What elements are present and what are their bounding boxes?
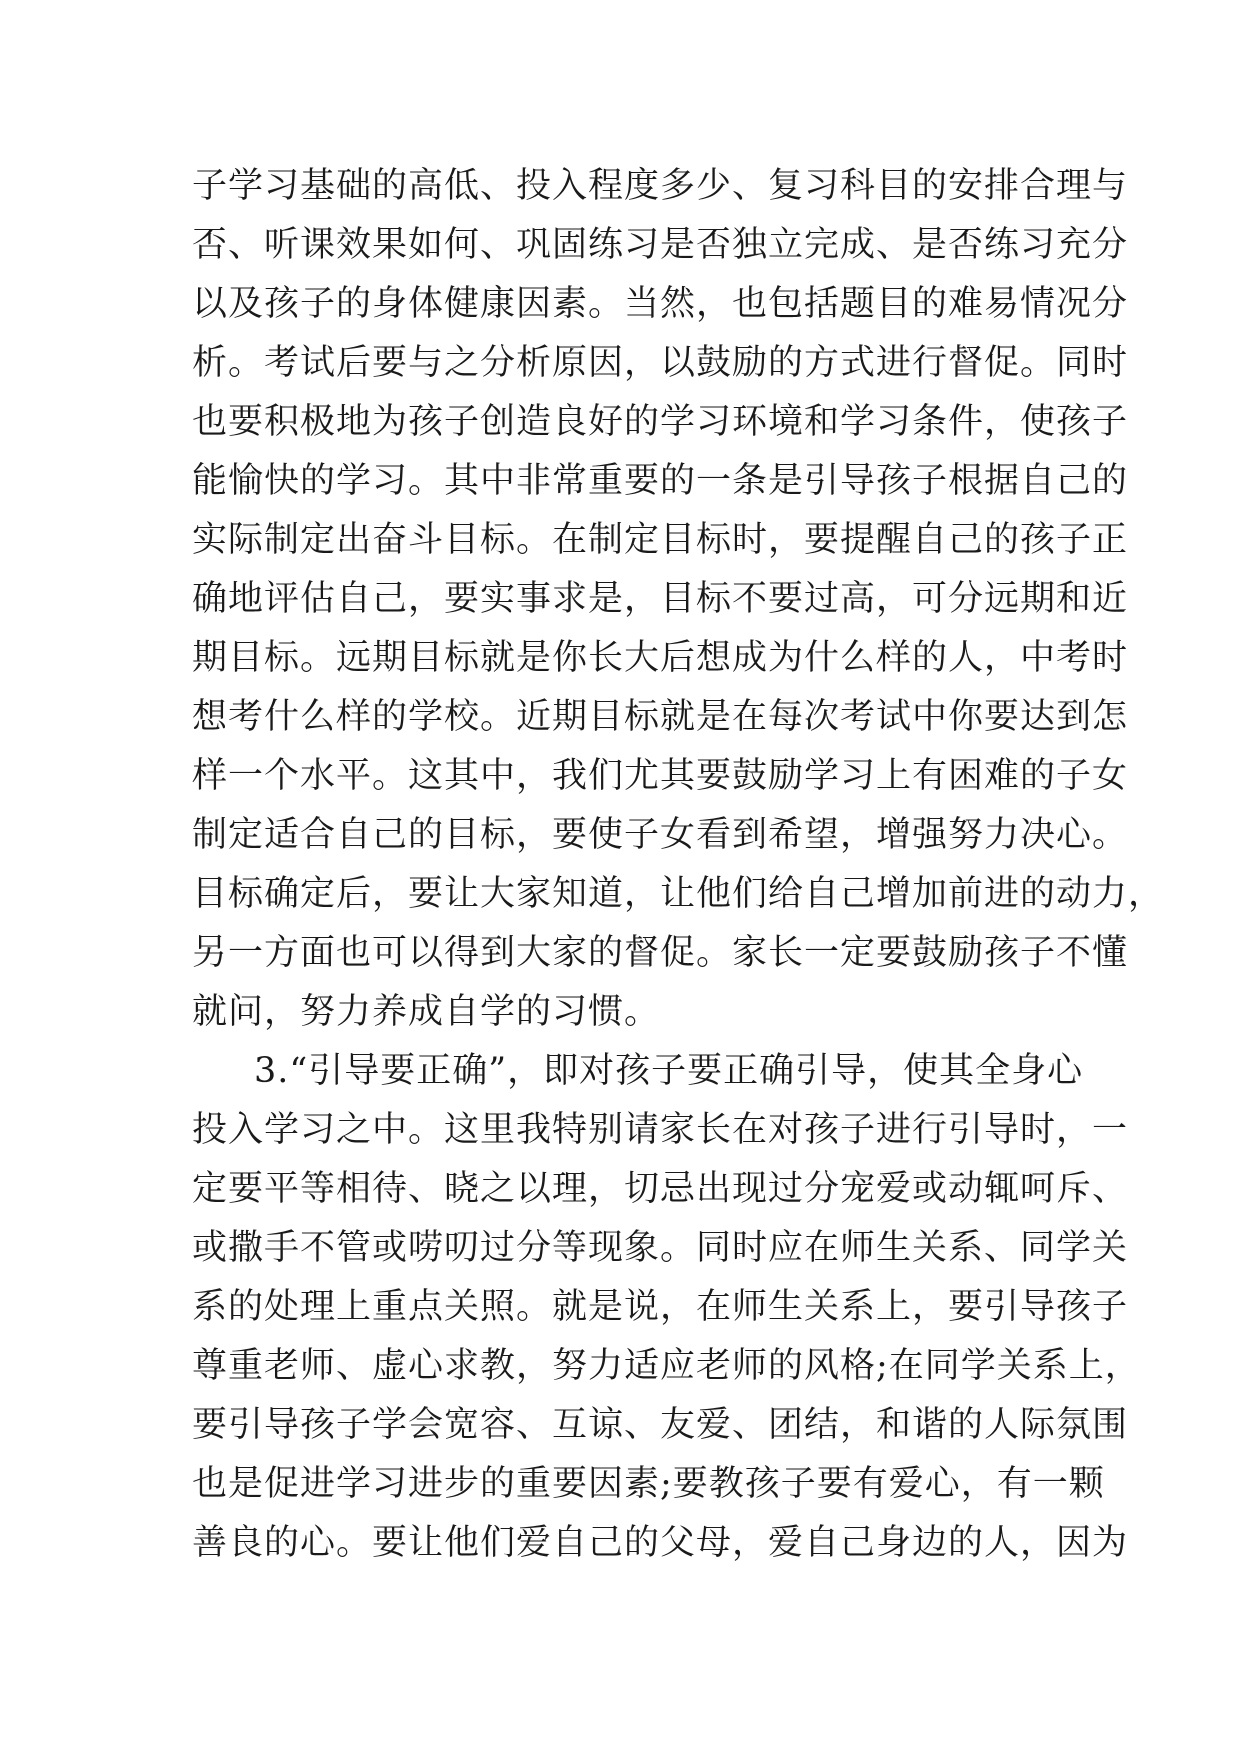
text-line: 或撒手不管或唠叨过分等现象。同时应在师生关系、同学关	[192, 1228, 1129, 1268]
body-text	[192, 157, 1165, 1573]
text-line: 目标确定后，要让大家知道，让他们给自己增加前进的动力，	[192, 874, 1165, 914]
text-line: 尊重老师、虚心求教，努力适应老师的风格;在同学关系上，	[192, 1346, 1141, 1386]
text-line: 能愉快的学习。其中非常重要的一条是引导孩子根据自己的	[192, 461, 1129, 501]
text-line: 子学习基础的高低、投入程度多少、复习科目的安排合理与	[192, 166, 1129, 206]
paragraph-end-line: 就问，努力养成自学的习惯。	[192, 992, 661, 1032]
text-line: 否、听课效果如何、巩固练习是否独立完成、是否练习充分	[192, 225, 1129, 265]
text-line: 也要积极地为孩子创造良好的学习环境和学习条件，使孩子	[192, 402, 1129, 442]
text-line: 确地评估自己，要实事求是，目标不要过高，可分远期和近	[192, 579, 1129, 619]
text-line: 善良的心。要让他们爱自己的父母，爱自己身边的人，因为	[192, 1523, 1129, 1563]
text-line: 想考什么样的学校。近期目标就是在每次考试中你要达到怎	[192, 697, 1129, 737]
text-line: 析。考试后要与之分析原因，以鼓励的方式进行督促。同时	[192, 343, 1129, 383]
text-line: 样一个水平。这其中，我们尤其要鼓励学习上有困难的子女	[192, 756, 1129, 796]
text-line: 制定适合自己的目标，要使子女看到希望，增强努力决心。	[192, 815, 1129, 855]
text-line: 期目标。远期目标就是你长大后想成为什么样的人，中考时	[192, 638, 1129, 678]
paragraph-first-line: 3.“引导要正确”，即对孩子要正确引导，使其全身心	[254, 1051, 1084, 1091]
text-line: 要引导孩子学会宽容、互谅、友爱、团结，和谐的人际氛围	[192, 1405, 1129, 1445]
text-line: 实际制定出奋斗目标。在制定目标时，要提醒自己的孩子正	[192, 520, 1129, 560]
text-line: 以及孩子的身体健康因素。当然，也包括题目的难易情况分	[192, 284, 1129, 324]
text-line: 定要平等相待、晓之以理，切忌出现过分宠爱或动辄呵斥、	[192, 1169, 1129, 1209]
text-line: 也是促进学习进步的重要因素;要教孩子要有爱心，有一颗	[192, 1464, 1105, 1504]
text-line: 另一方面也可以得到大家的督促。家长一定要鼓励孩子不懂	[192, 933, 1129, 973]
text-line: 投入学习之中。这里我特别请家长在对孩子进行引导时，一	[192, 1110, 1129, 1150]
text-line: 系的处理上重点关照。就是说，在师生关系上，要引导孩子	[192, 1287, 1129, 1327]
